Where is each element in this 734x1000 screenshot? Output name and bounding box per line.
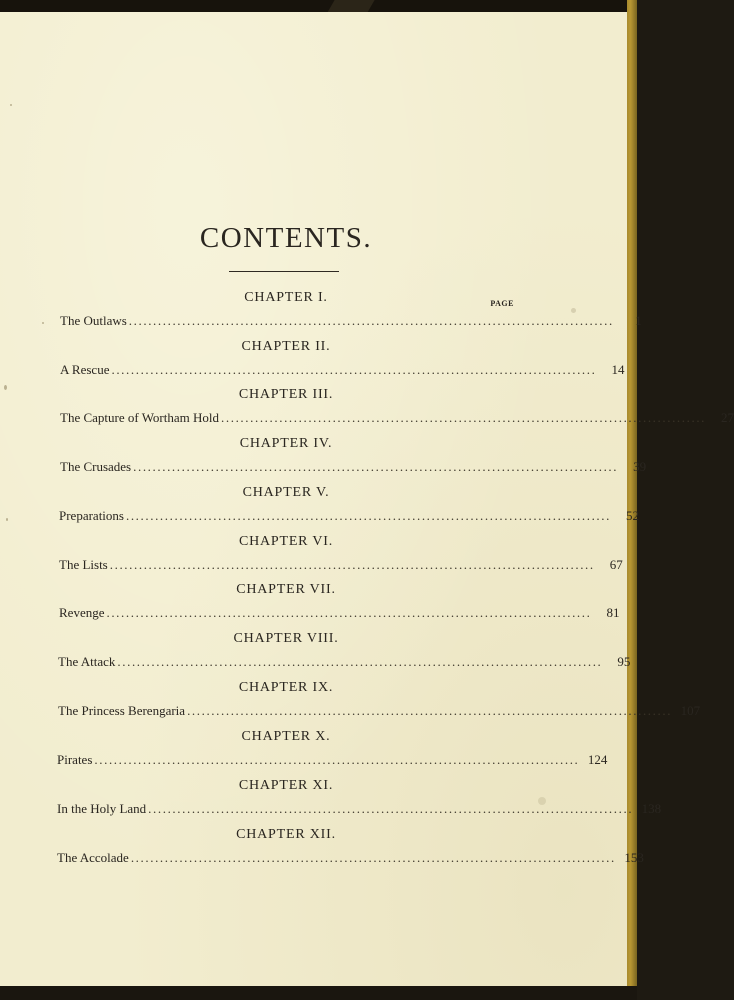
entry-title: The Capture of Wortham Hold <box>60 410 220 425</box>
chapter-heading: CHAPTER VIII. <box>233 631 339 646</box>
chapter-heading: CHAPTER IX. <box>238 680 334 695</box>
chapter-heading: CHAPTER I. <box>244 290 328 305</box>
entry-page-number: 124 <box>587 752 608 767</box>
toc-entry[interactable] <box>58 654 631 672</box>
dot-leader: .................................................................................................... <box>109 557 595 572</box>
dot-leader: .................................................................................................... <box>106 605 592 620</box>
chapter-heading: CHAPTER VII. <box>236 582 336 597</box>
toc-entry[interactable] <box>57 850 644 868</box>
dot-leader: .................................................................................................... <box>111 362 597 377</box>
dot-leader: .................................................................................................... <box>187 703 673 718</box>
page-column-header: PAGE <box>490 299 514 308</box>
chapter-heading: CHAPTER II. <box>241 339 331 354</box>
chapter-heading: CHAPTER X. <box>241 729 331 744</box>
entry-page-number: 138 <box>641 801 662 816</box>
entry-page-number: 14 <box>611 362 625 377</box>
toc-entry[interactable] <box>58 703 701 721</box>
dot-leader: .................................................................................................... <box>125 508 611 523</box>
entry-title: The Accolade <box>57 850 129 865</box>
chapter-heading: CHAPTER IV. <box>239 436 333 451</box>
chapter-heading: CHAPTER VI. <box>238 534 334 549</box>
toc-entry[interactable] <box>60 362 625 380</box>
entry-page-number: 67 <box>609 557 623 572</box>
entry-title: Revenge <box>59 605 105 620</box>
paper-speck <box>6 518 8 521</box>
toc-entry[interactable] <box>60 459 647 477</box>
entry-page-number: 81 <box>606 605 620 620</box>
entry-title: A Rescue <box>60 362 110 377</box>
dot-leader: .................................................................................................... <box>148 801 634 816</box>
entry-title: Preparations <box>59 508 124 523</box>
entry-page-number: 95 <box>617 654 631 669</box>
dot-leader: .................................................................................................... <box>117 654 603 669</box>
entry-title: The Crusades <box>60 459 132 474</box>
dot-leader: .................................................................................................... <box>130 850 616 865</box>
entry-title: The Outlaws <box>60 313 127 328</box>
entry-title: The Princess Berengaria <box>58 703 186 718</box>
entry-page-number: 1 <box>635 313 642 328</box>
dot-leader: .................................................................................................... <box>128 313 614 328</box>
toc-entry[interactable] <box>57 752 608 770</box>
dot-leader: .................................................................................................... <box>94 752 580 767</box>
entry-page-number: 39 <box>633 459 647 474</box>
entry-title: The Lists <box>59 557 108 572</box>
contents-title: CONTENTS. <box>199 222 373 254</box>
entry-page-number: 153 <box>624 850 644 865</box>
toc-entry[interactable] <box>60 313 642 331</box>
paper-speck <box>10 104 12 106</box>
toc-entry[interactable] <box>57 801 662 819</box>
title-underline <box>229 271 339 272</box>
chapter-heading: CHAPTER V. <box>242 485 330 500</box>
entry-title: In the Holy Land <box>57 801 147 816</box>
toc-entry[interactable] <box>59 557 623 575</box>
toc-entry[interactable] <box>59 605 620 623</box>
book-cover-bottom-edge <box>0 986 637 1000</box>
toc-entry[interactable] <box>59 508 639 526</box>
toc-entry[interactable] <box>60 410 734 428</box>
dot-leader: .................................................................................................... <box>221 410 707 425</box>
entry-page-number: 52 <box>625 508 639 523</box>
entry-title: The Attack <box>58 654 116 669</box>
entry-page-number: 107 <box>680 703 701 718</box>
chapter-heading: CHAPTER III. <box>238 387 334 402</box>
paper-speck <box>42 322 44 324</box>
entry-title: Pirates <box>57 752 93 767</box>
chapter-heading: CHAPTER XII. <box>236 827 336 842</box>
chapter-heading: CHAPTER XI. <box>238 778 334 793</box>
entry-page-number: 27 <box>721 410 734 425</box>
dot-leader: .................................................................................................... <box>133 459 619 474</box>
